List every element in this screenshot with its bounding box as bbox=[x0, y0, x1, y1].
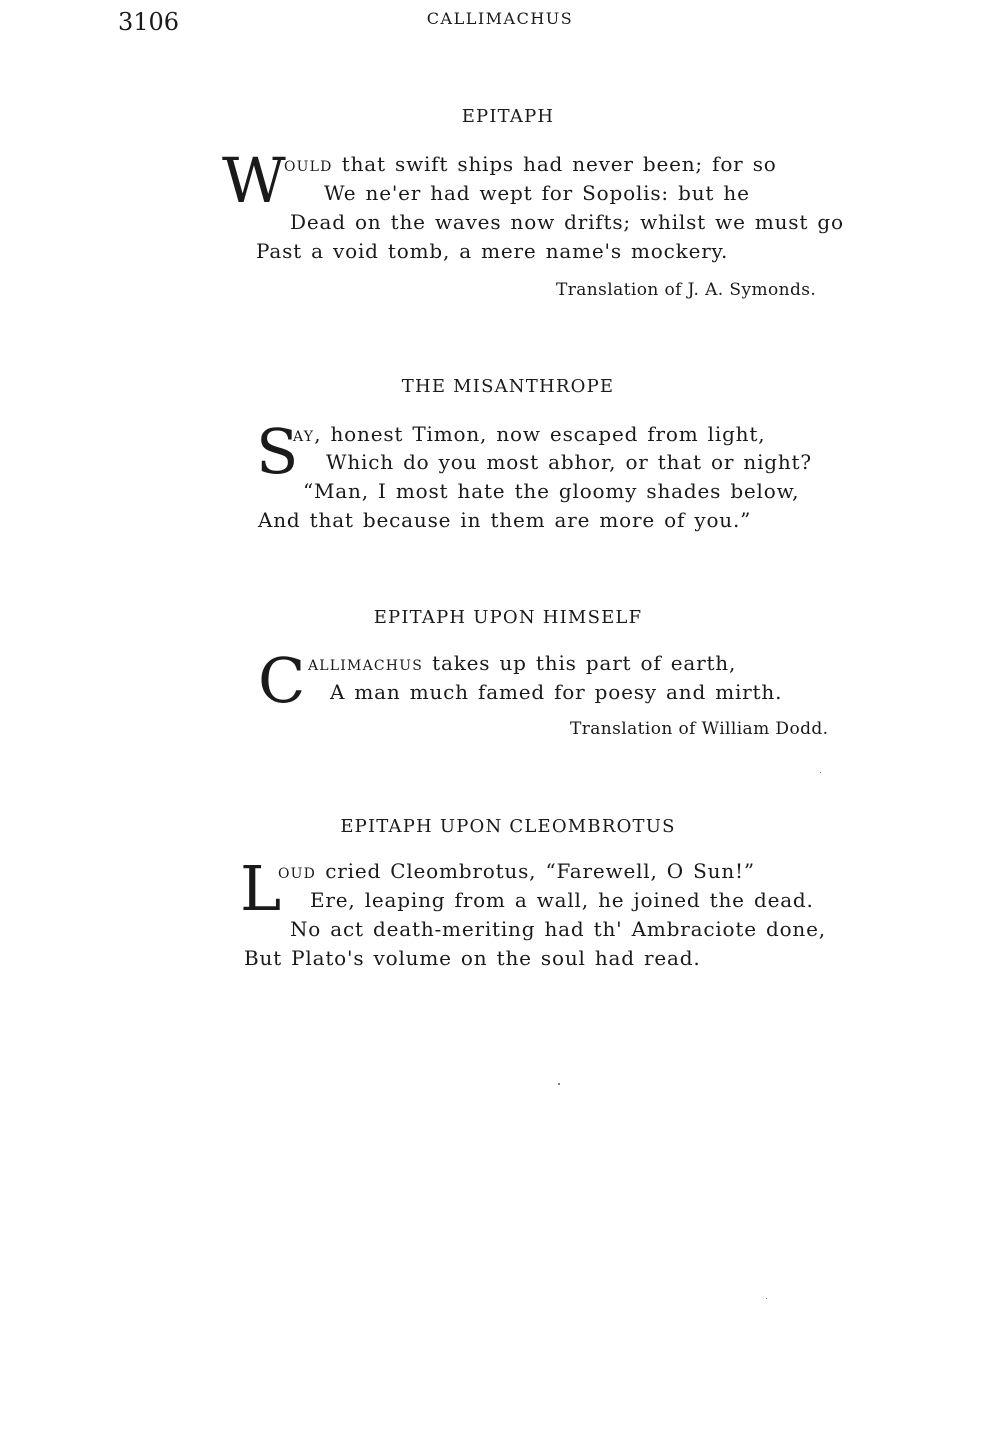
translation-credit: Translation of J. A. Symonds. bbox=[556, 280, 817, 300]
poem-title-himself: EPITAPH UPON HIMSELF bbox=[373, 607, 643, 628]
poem-line bbox=[308, 651, 736, 675]
poem-line: But Plato's volume on the soul had read. bbox=[244, 946, 701, 970]
drop-cap-l: L bbox=[240, 852, 282, 925]
line-text: takes up this part of earth, bbox=[423, 651, 737, 675]
poem-line: We ne'er had wept for Sopolis: but he bbox=[324, 181, 750, 205]
small-caps-opening: ALLIMACHUS bbox=[308, 658, 423, 674]
line-text: that swift ships had never been; for so bbox=[332, 152, 777, 176]
small-caps-opening: OULD bbox=[284, 159, 333, 175]
small-caps-opening: OUD bbox=[278, 866, 317, 882]
drop-cap-c: C bbox=[258, 644, 306, 717]
poem-line bbox=[284, 152, 777, 176]
poem-line bbox=[278, 859, 755, 883]
poem-line: Past a void tomb, a mere name's mockery. bbox=[256, 239, 729, 263]
small-caps-opening: AY bbox=[293, 429, 315, 445]
page-number: 3106 bbox=[118, 8, 180, 36]
poem-title-epitaph: EPITAPH bbox=[461, 106, 555, 127]
poem-line: A man much famed for poesy and mirth. bbox=[330, 680, 783, 704]
scan-speck bbox=[558, 1083, 560, 1085]
line-text: cried Cleombrotus, “Farewell, O Sun!” bbox=[316, 859, 755, 883]
line-text: , honest Timon, now escaped from light, bbox=[314, 422, 766, 446]
poem-line: Dead on the waves now drifts; whilst we must go bbox=[290, 210, 844, 234]
poem-line: No act death-meriting had th' Ambraciote done, bbox=[290, 917, 826, 941]
translation-credit: Translation of William Dodd. bbox=[570, 719, 829, 739]
poem-line: And that because in them are more of you.” bbox=[258, 508, 752, 532]
poem-line: Ere, leaping from a wall, he joined the dead. bbox=[310, 888, 814, 912]
poem-title-cleombrotus: EPITAPH UPON CLEOMBROTUS bbox=[340, 816, 676, 837]
poem-line: “Man, I most hate the gloomy shades below, bbox=[303, 479, 800, 503]
running-title: CALLIMACHUS bbox=[426, 9, 574, 28]
drop-cap-s: S bbox=[256, 415, 299, 488]
drop-cap-w: W bbox=[222, 144, 286, 217]
poem-line: Which do you most abhor, or that or night? bbox=[326, 450, 812, 474]
poem-line bbox=[293, 422, 765, 446]
scan-speck bbox=[766, 1298, 767, 1299]
scan-speck bbox=[820, 772, 821, 773]
poem-title-misanthrope: THE MISANTHROPE bbox=[401, 376, 615, 397]
